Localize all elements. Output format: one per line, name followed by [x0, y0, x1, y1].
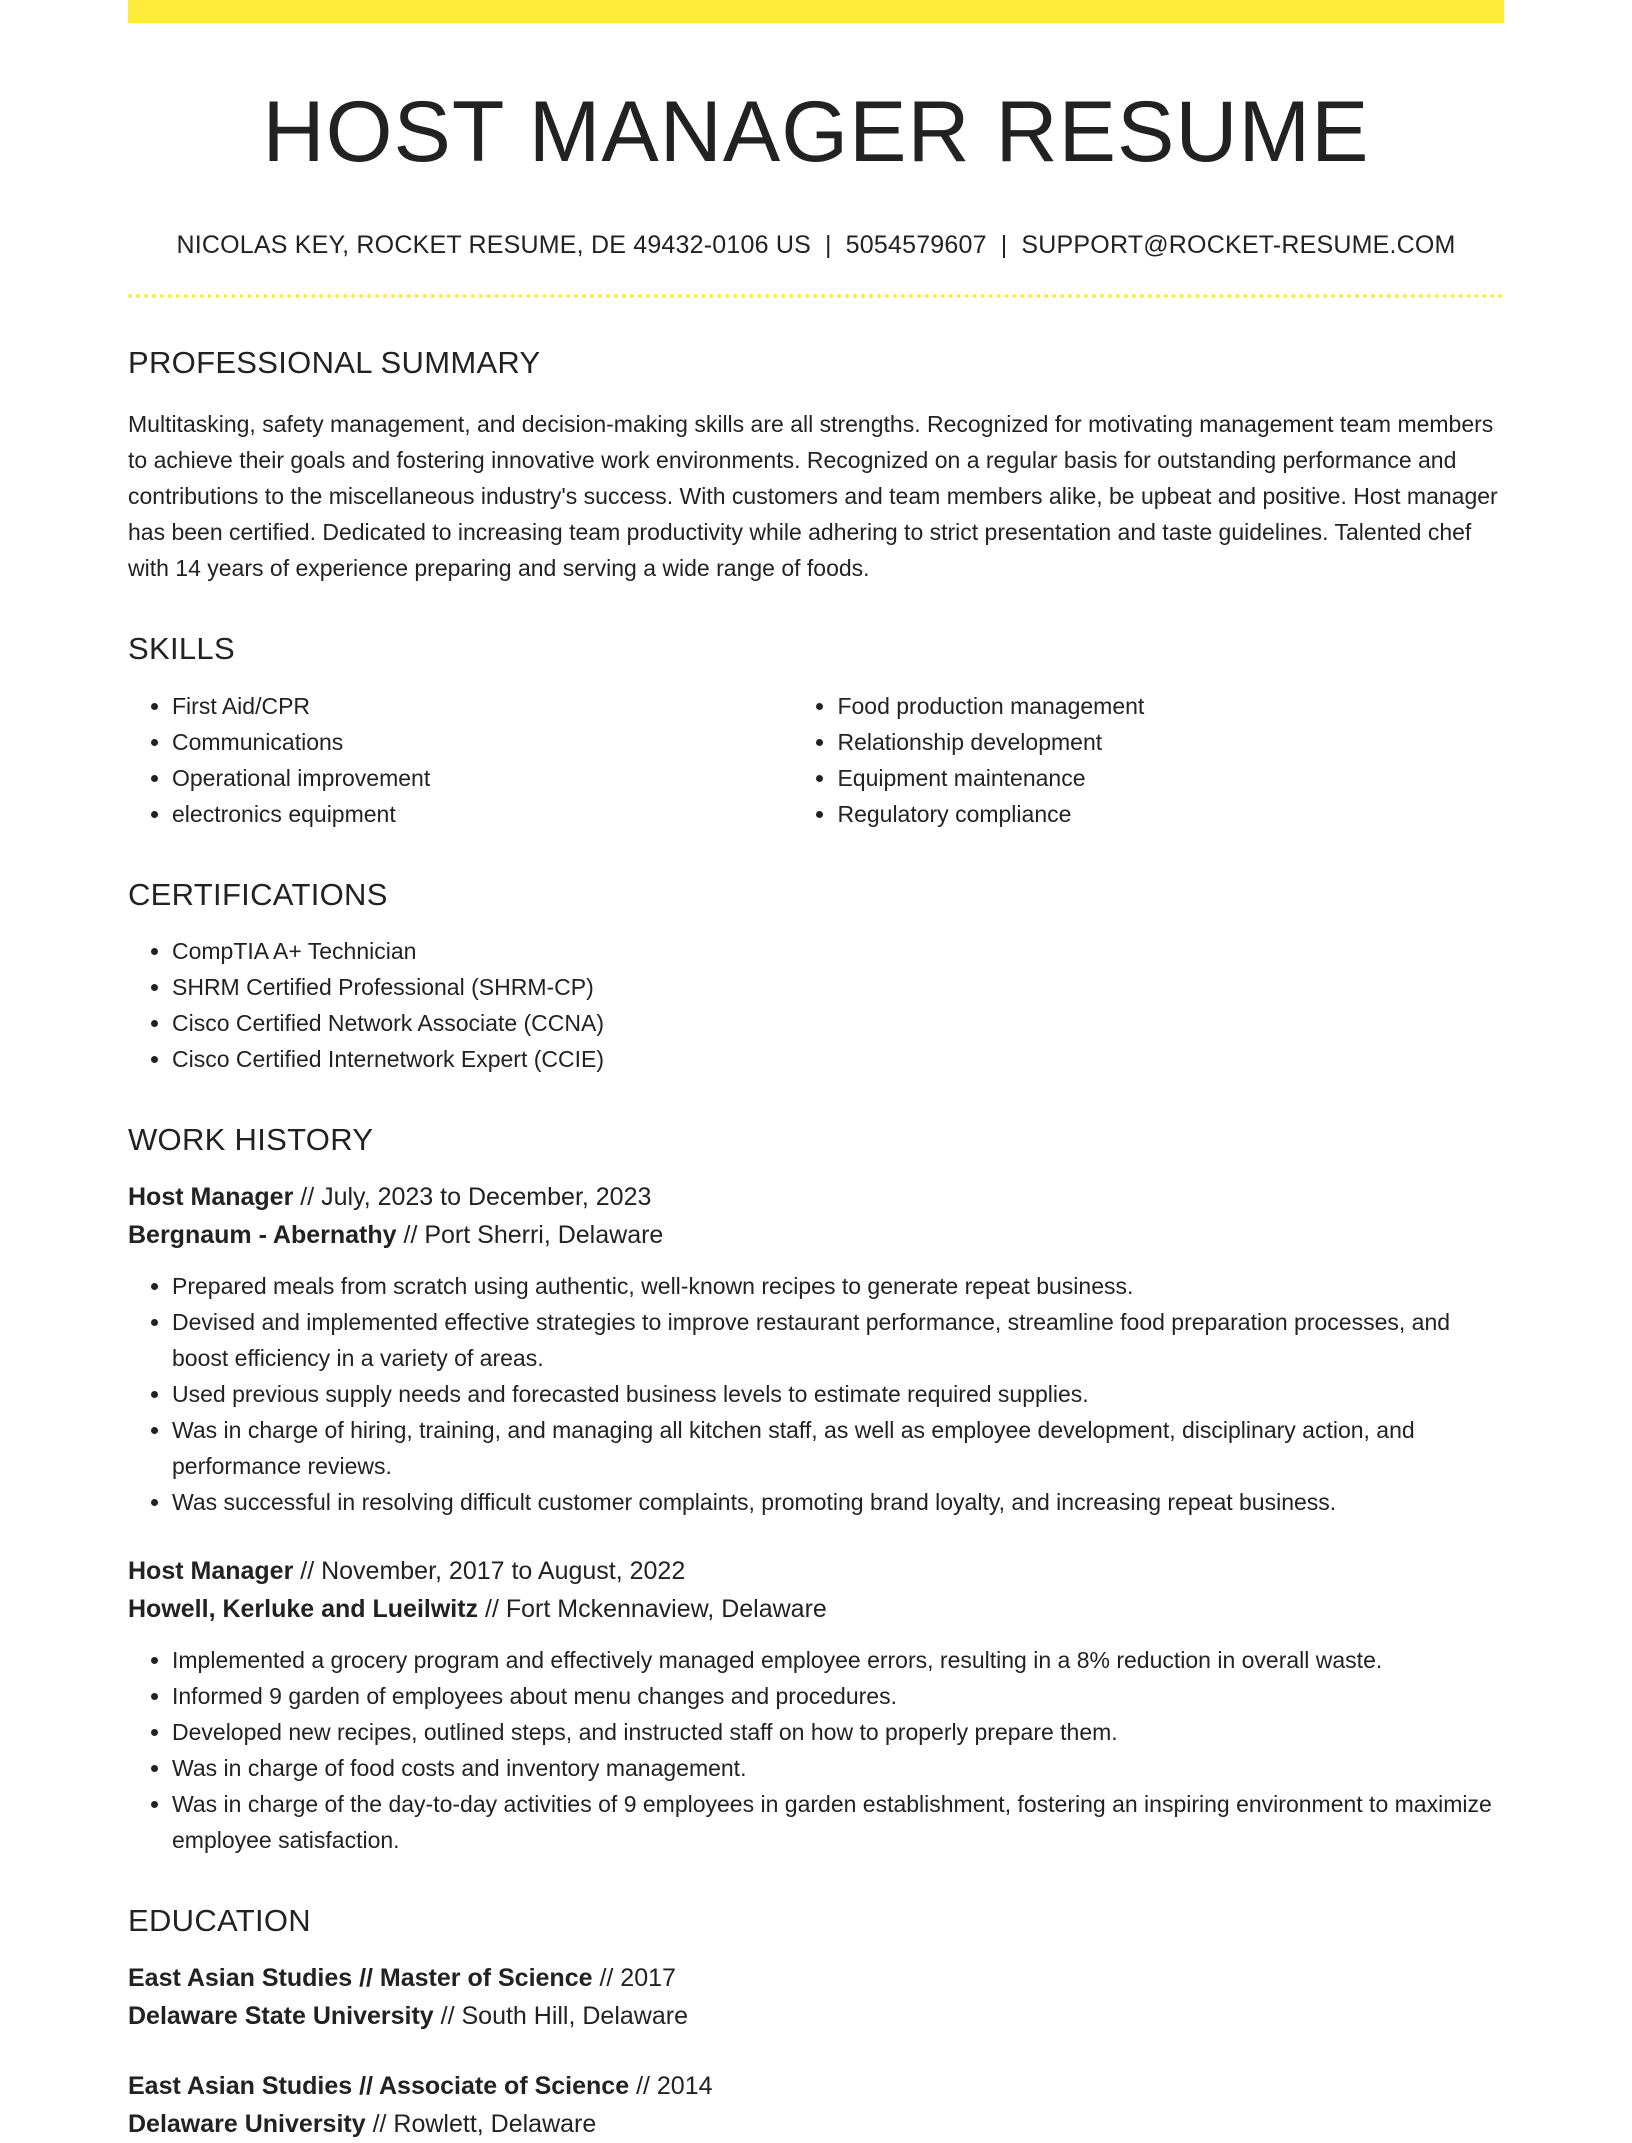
education-degree: East Asian Studies // Master of Science — [128, 1964, 593, 1993]
job-company: Howell, Kerluke and Lueilwitz — [128, 1594, 479, 1623]
job-bullet: • Used previous supply needs and forecasted business levels to estimate required supplies. — [172, 1376, 1504, 1412]
summary-text: Multitasking, safety management, and decision-making skills are all strengths. Recognized for motivating management team members to achieve their goals and fostering innovative work environments. Recognized on a regular basis for outstanding performance and contributions to the miscellaneous industry's success. With customers and team members alike, be upbeat and positive. Host manager has been certified. Dedicated to increasing team productivity while adhering to strict presentation and taste guidelines. Talented chef with 14 years of experience preparing and serving a wide range of foods. — [128, 411, 1498, 582]
contact-email: SUPPORT@ROCKET-RESUME.COM — [1021, 231, 1456, 260]
job-bullet: • Prepared meals from scratch using authentic, well-known recipes to generate repeat business. — [172, 1268, 1504, 1304]
education-location: // South Hill, Delaware — [433, 2002, 688, 2031]
skill-item: • Communications — [172, 724, 793, 760]
job-bullet: • Was in charge of food costs and inventory management. — [172, 1750, 1504, 1786]
education-location: // Rowlett, Delaware — [365, 2110, 597, 2139]
job-dates: // July, 2023 to December, 2023 — [293, 1182, 652, 1211]
job-bullet: • Implemented a grocery program and effectively managed employee errors, resulting in a 8% reduction in overall waste. — [172, 1642, 1504, 1678]
education-heading: EDUCATION — [128, 1902, 311, 1938]
contact-line — [128, 231, 1504, 260]
skill-item: • electronics equipment — [172, 796, 793, 832]
accent-top-bar — [128, 0, 1504, 23]
job-bullet: • Was successful in resolving difficult customer complaints, promoting brand loyalty, and increasing repeat business. — [172, 1484, 1504, 1520]
education-entry — [128, 1959, 1504, 2035]
contact-separator: | — [824, 231, 832, 260]
job-bullets — [128, 1268, 1504, 1520]
job-title-line — [128, 1178, 1504, 1216]
job-dates: // November, 2017 to August, 2022 — [293, 1556, 686, 1585]
page-title: HOST MANAGER RESUME — [262, 84, 1370, 180]
job-company-line — [128, 1216, 1504, 1254]
resume-page — [128, 0, 1504, 2143]
job-bullets — [128, 1642, 1504, 1858]
education-school: Delaware University — [128, 2110, 366, 2139]
education-school-line — [128, 2105, 1504, 2143]
job-bullet: • Devised and implemented effective strategies to improve restaurant performance, streamline food preparation processes, and boost efficiency in a variety of areas. — [172, 1304, 1504, 1376]
education-degree-line — [128, 2067, 1504, 2105]
skill-item: • Equipment maintenance — [837, 760, 1504, 796]
job-title: Host Manager — [128, 1182, 294, 1211]
skills-list-right — [793, 688, 1504, 832]
education-year: // 2017 — [592, 1964, 676, 1993]
certification-item: • Cisco Certified Network Associate (CCNA) — [172, 1005, 1504, 1041]
job-company: Bergnaum - Abernathy — [128, 1220, 397, 1249]
certification-item: • Cisco Certified Internetwork Expert (CCIE) — [172, 1041, 1504, 1077]
skills-heading: SKILLS — [128, 631, 235, 667]
education-entry — [128, 2067, 1504, 2143]
certifications-list — [128, 933, 1504, 1077]
job-bullet: • Was in charge of the day-to-day activities of 9 employees in garden establishment, fostering an inspiring environment to maximize employee satisfaction. — [172, 1786, 1504, 1858]
summary-heading: PROFESSIONAL SUMMARY — [128, 345, 541, 381]
work-history-heading: WORK HISTORY — [128, 1121, 374, 1157]
skill-item: • Food production management — [837, 688, 1504, 724]
contact-separator: | — [1000, 231, 1008, 260]
job-bullet: • Developed new recipes, outlined steps, and instructed staff on how to properly prepare them. — [172, 1714, 1504, 1750]
certifications-heading: CERTIFICATIONS — [128, 876, 388, 912]
education-degree: East Asian Studies // Associate of Science — [128, 2072, 630, 2101]
job-company-line — [128, 1590, 1504, 1628]
job-title-line — [128, 1552, 1504, 1590]
skill-item: • Relationship development — [837, 724, 1504, 760]
job-location: // Port Sherri, Delaware — [396, 1220, 664, 1249]
contact-phone: 5054579607 — [845, 231, 987, 260]
education-school-line — [128, 1997, 1504, 2035]
education-school: Delaware State University — [128, 2002, 434, 2031]
skill-item: • Regulatory compliance — [837, 796, 1504, 832]
job-entry — [128, 1552, 1504, 1858]
job-bullet: • Was in charge of hiring, training, and managing all kitchen staff, as well as employee development, disciplinary action, and performance reviews. — [172, 1412, 1504, 1484]
education-year: // 2014 — [629, 2072, 713, 2101]
job-title: Host Manager — [128, 1556, 294, 1585]
job-bullet: • Informed 9 garden of employees about menu changes and procedures. — [172, 1678, 1504, 1714]
contact-address: NICOLAS KEY, ROCKET RESUME, DE 49432-0106 US — [176, 231, 811, 260]
dotted-divider — [128, 294, 1504, 298]
certification-item: • CompTIA A+ Technician — [172, 933, 1504, 969]
skill-item: • Operational improvement — [172, 760, 793, 796]
job-entry — [128, 1178, 1504, 1520]
skills-columns — [128, 688, 1504, 832]
education-degree-line — [128, 1959, 1504, 1997]
certification-item: • SHRM Certified Professional (SHRM-CP) — [172, 969, 1504, 1005]
job-location: // Fort Mckennaview, Delaware — [478, 1594, 827, 1623]
skills-list-left — [128, 688, 793, 832]
skill-item: • First Aid/CPR — [172, 688, 793, 724]
